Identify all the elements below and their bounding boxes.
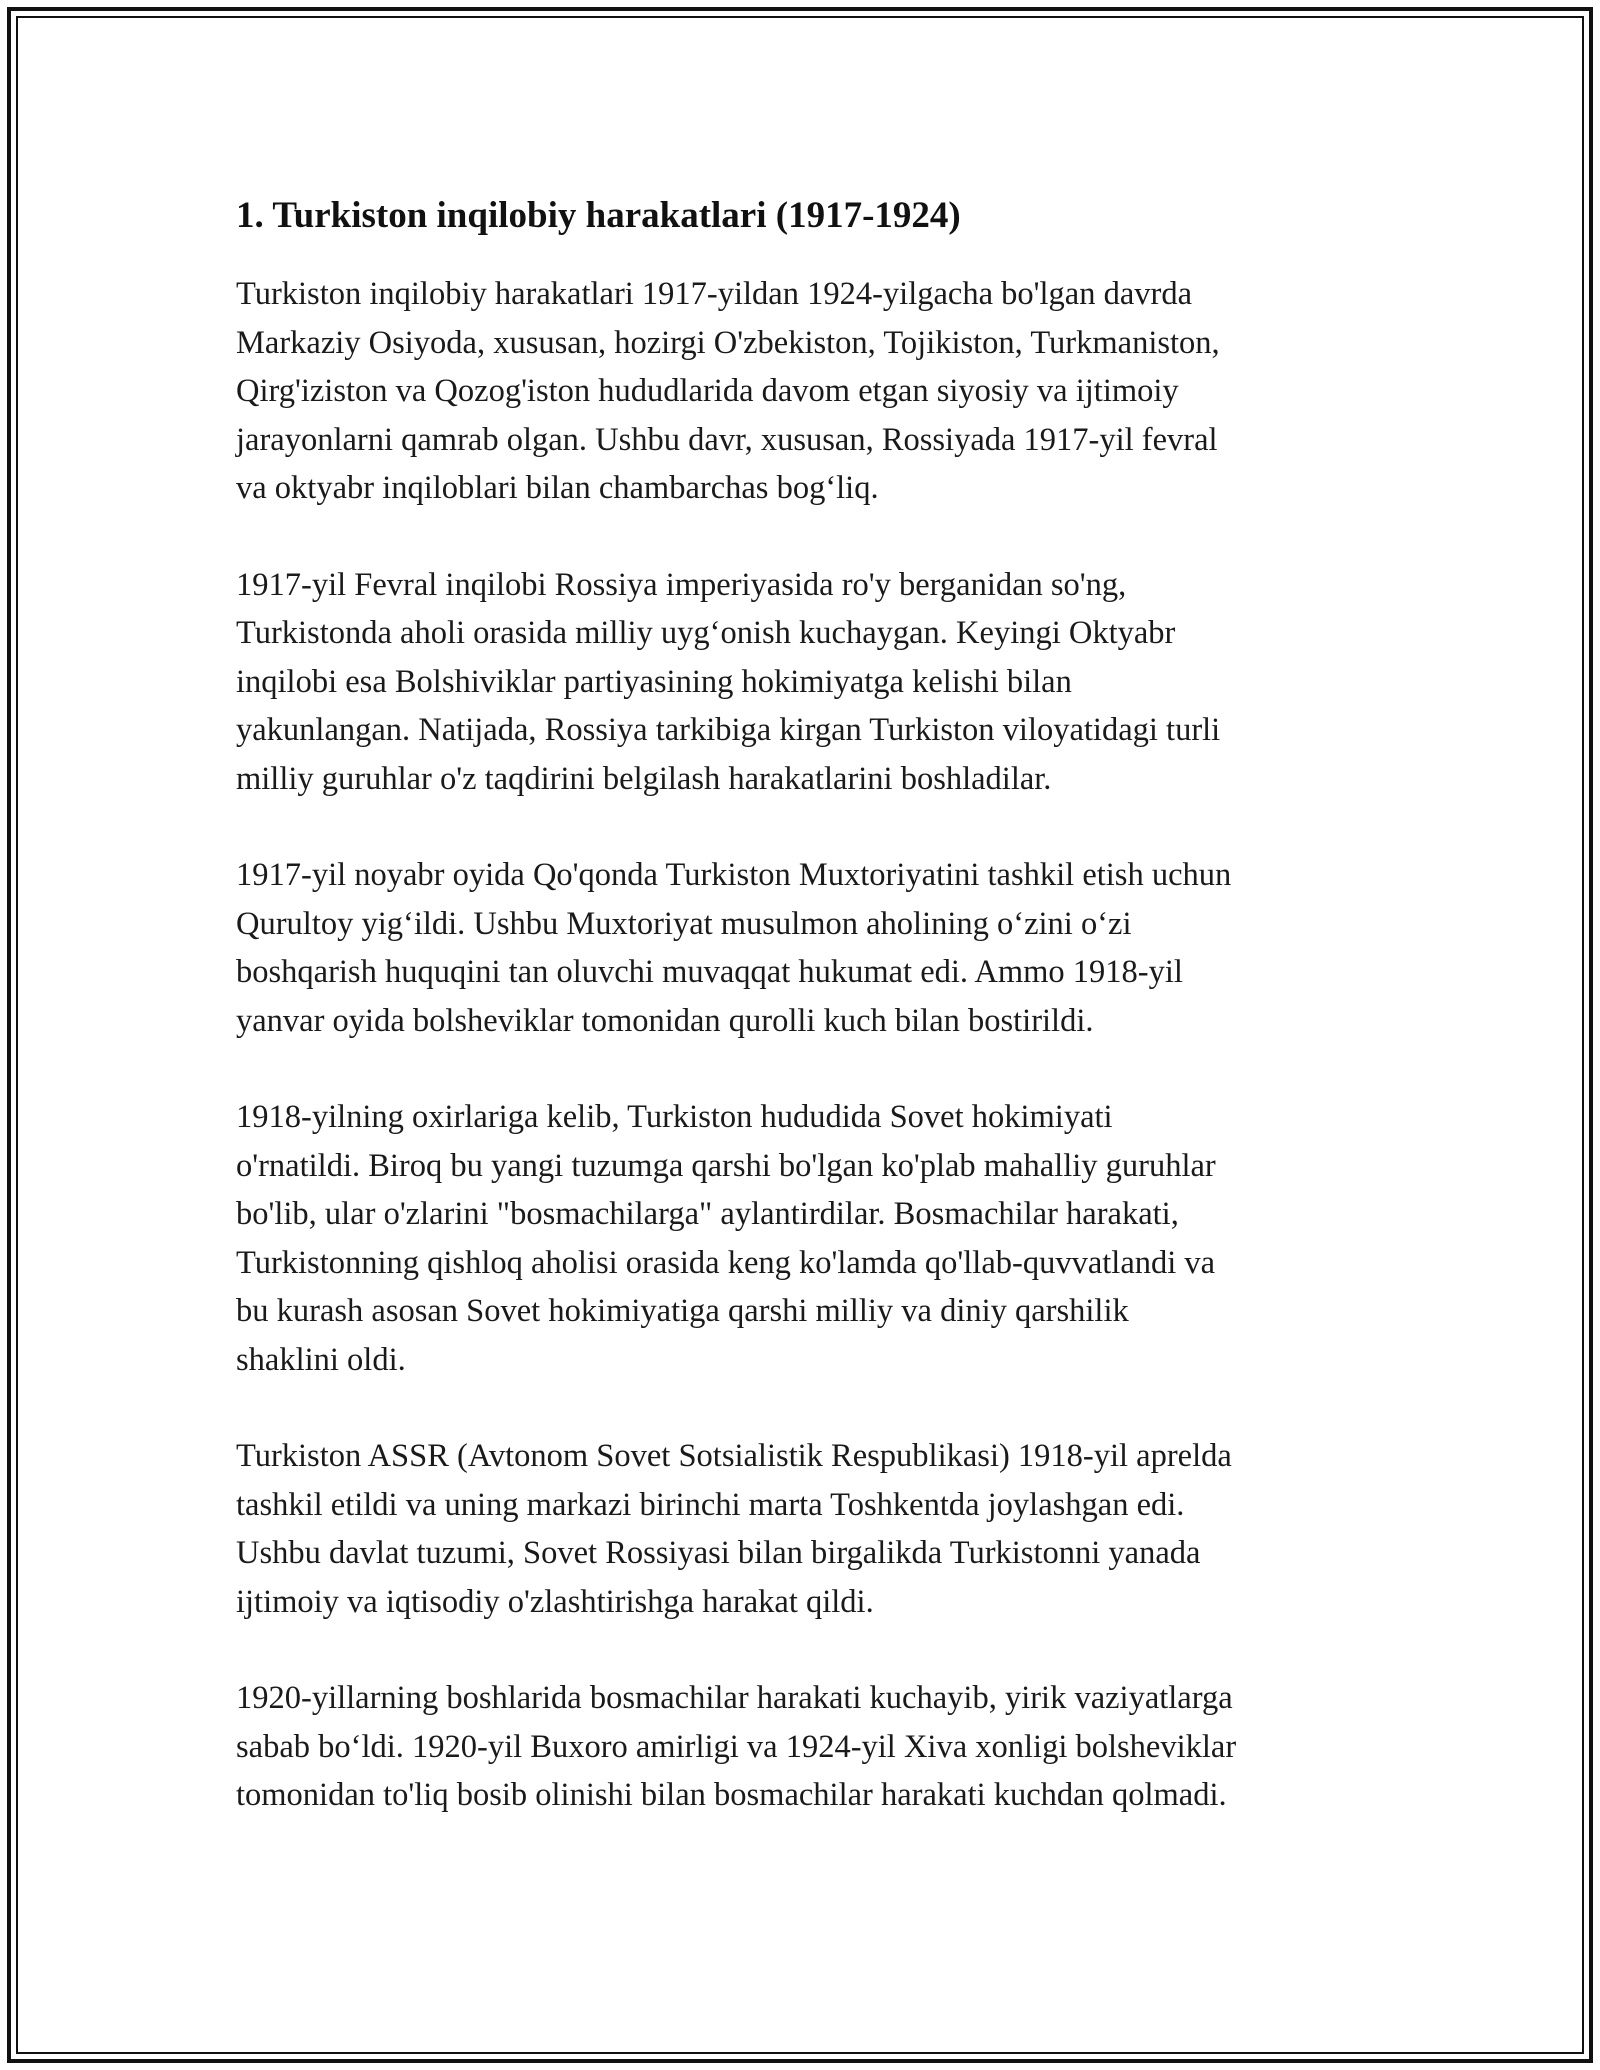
paragraph	[236, 1432, 1376, 1626]
paragraph-line: Qirg'iziston va Qozog'iston hududlarida davom etgan siyosiy va ijtimoiy	[236, 373, 1179, 409]
paragraph-line: Turkistonning qishloq aholisi orasida keng ko'lamda qo'llab-quvvatlandi va	[236, 1244, 1216, 1281]
paragraph-line: Turkiston inqilobiy harakatlari 1917-yildan 1924-yilgacha bo'lgan davrda	[236, 276, 1192, 312]
paragraph-line: 1917-yil Fevral inqilobi Rossiya imperiyasida ro'y berganidan so'ng,	[236, 566, 1127, 603]
paragraph-line: yakunlangan. Natijada, Rossiya tarkibiga kirgan Turkiston viloyatidagi turli	[236, 712, 1221, 748]
paragraph-line: tashkil etildi va uning markazi birinchi marta Toshkentda joylashgan edi.	[236, 1486, 1185, 1523]
paragraph-line: milliy guruhlar o'z taqdirini belgilash harakatlarini boshladilar.	[236, 760, 1052, 797]
paragraph-line: Turkistonda aholi orasida milliy uyg‘onish kuchaygan. Keyingi Oktyabr	[236, 615, 1176, 651]
paragraph	[236, 1093, 1376, 1384]
paragraph-line: bu kurash asosan Sovet hokimiyatiga qarshi milliy va diniy qarshilik	[236, 1293, 1129, 1329]
paragraph-line: Qurultoy yig‘ildi. Ushbu Muxtoriyat musulmon aholining o‘zini o‘zi	[236, 905, 1132, 942]
paragraph-line: o'rnatildi. Biroq bu yangi tuzumga qarshi bo'lgan ko'plab mahalliy guruhlar	[236, 1147, 1216, 1184]
paragraph-list	[236, 270, 1376, 1820]
paragraph-line: inqilobi esa Bolshiviklar partiyasining hokimiyatga kelishi bilan	[236, 663, 1072, 700]
paragraph	[236, 851, 1376, 1045]
document-body	[236, 188, 1376, 1868]
paragraph-line: sabab bo‘ldi. 1920-yil Buxoro amirligi va 1924-yil Xiva xonligi bolsheviklar	[236, 1728, 1237, 1765]
paragraph	[236, 561, 1376, 804]
paragraph-line: 1917-yil noyabr oyida Qo'qonda Turkiston Muxtoriyatini tashkil etish uchun	[236, 857, 1232, 893]
paragraph-line: Turkiston ASSR (Avtonom Sovet Sotsialistik Respublikasi) 1918-yil aprelda	[236, 1438, 1232, 1474]
paragraph-line: 1918-yilning oxirlariga kelib, Turkiston hududida Sovet hokimiyati	[236, 1099, 1113, 1135]
paragraph-line: bo'lib, ular o'zlarini "bosmachilarga" aylantirdilar. Bosmachilar harakati,	[236, 1196, 1179, 1232]
paragraph-line: yanvar oyida bolsheviklar tomonidan qurolli kuch bilan bostirildi.	[236, 1002, 1094, 1039]
paragraph-line: jarayonlarni qamrab olgan. Ushbu davr, xususan, Rossiyada 1917-yil fevral	[236, 421, 1218, 458]
document-title: 1. Turkiston inqilobiy harakatlari (1917-1924)	[236, 195, 961, 236]
paragraph-line: Markaziy Osiyoda, xususan, hozirgi O'zbekiston, Tojikiston, Turkmaniston,	[236, 324, 1220, 361]
paragraph-line: Ushbu davlat tuzumi, Sovet Rossiyasi bilan birgalikda Turkistonni yanada	[236, 1535, 1201, 1571]
paragraph	[236, 270, 1376, 513]
paragraph-line: tomonidan to'liq bosib olinishi bilan bosmachilar harakati kuchdan qolmadi.	[236, 1777, 1227, 1813]
paragraph-line: 1920-yillarning boshlarida bosmachilar harakati kuchayib, yirik vaziyatlarga	[236, 1680, 1233, 1716]
paragraph-line: va oktyabr inqiloblari bilan chambarchas bog‘liq.	[236, 470, 879, 506]
paragraph-line: shaklini oldi.	[236, 1341, 406, 1378]
paragraph	[236, 1674, 1376, 1820]
paragraph-line: boshqarish huquqini tan oluvchi muvaqqat hukumat edi. Ammo 1918-yil	[236, 954, 1183, 990]
paragraph-line: ijtimoiy va iqtisodiy o'zlashtirishga harakat qildi.	[236, 1583, 874, 1620]
